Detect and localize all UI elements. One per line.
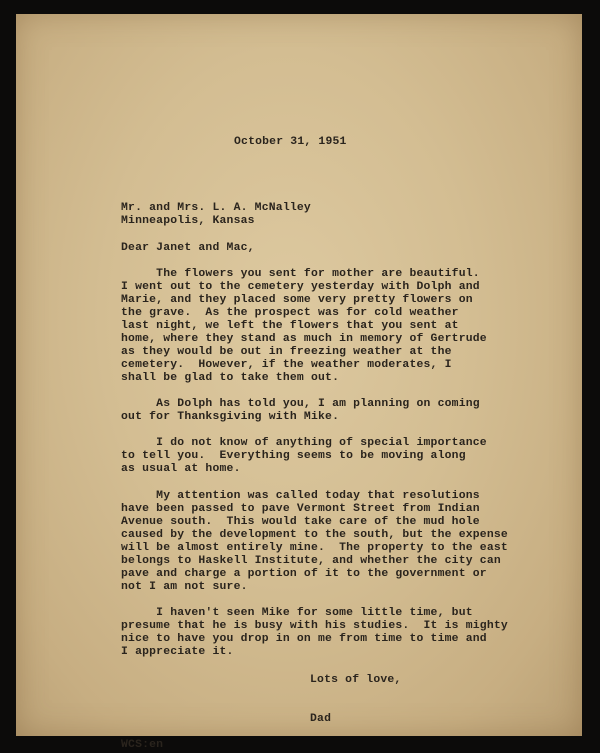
recipient-line-1: Mr. and Mrs. L. A. McNalley — [121, 202, 311, 214]
paragraph-5-line-3: nice to have you drop in on me from time to time and — [121, 633, 487, 645]
paragraph-4-line-3: Avenue south. This would take care of the mud hole — [121, 516, 480, 528]
paragraph-3-line-3: as usual at home. — [121, 463, 241, 475]
paragraph-1-line-2: I went out to the cemetery yesterday with Dolph and — [121, 281, 480, 293]
paragraph-5-line-4: I appreciate it. — [121, 646, 234, 658]
paragraph-3-line-1: I do not know of anything of special importance — [121, 437, 487, 449]
paragraph-4-line-4: caused by the development to the south, but the expense — [121, 529, 508, 541]
letter-date: October 31, 1951 — [234, 136, 347, 148]
paragraph-4-line-7: pave and charge a portion of it to the government or — [121, 568, 487, 580]
paragraph-1-line-4: the grave. As the prospect was for cold weather — [121, 307, 459, 319]
paragraph-1-line-9: shall be glad to take them out. — [121, 372, 340, 384]
paragraph-1-line-3: Marie, and they placed some very pretty flowers on — [121, 294, 473, 306]
paragraph-4-line-1: My attention was called today that resolutions — [121, 490, 480, 502]
paragraph-1-line-6: home, where they stand as much in memory of Gertrude — [121, 333, 487, 345]
paragraph-3-line-2: to tell you. Everything seems to be moving along — [121, 450, 466, 462]
paragraph-2-line-1: As Dolph has told you, I am planning on coming — [121, 398, 480, 410]
paragraph-1-line-7: as they would be out in freezing weather at the — [121, 346, 452, 358]
salutation: Dear Janet and Mac, — [121, 242, 255, 254]
paragraph-1-line-5: last night, we left the flowers that you sent at — [121, 320, 459, 332]
paragraph-4-line-6: belongs to Haskell Institute, and whether the city can — [121, 555, 501, 567]
paragraph-4-line-2: have been passed to pave Vermont Street from Indian — [121, 503, 480, 515]
signature: Dad — [310, 713, 332, 725]
paragraph-4-line-8: not I am not sure. — [121, 581, 248, 593]
paragraph-1-line-1: The flowers you sent for mother are beautiful. — [121, 268, 480, 280]
paragraph-4-line-5: will be almost entirely mine. The property to the east — [121, 542, 508, 554]
typist-initials: WCS:en — [121, 739, 164, 751]
paragraph-5-line-2: presume that he is busy with his studies. It is mighty — [121, 620, 508, 632]
paragraph-5-line-1: I haven't seen Mike for some little time, but — [121, 607, 473, 619]
letter-page — [16, 14, 582, 751]
recipient-line-2: Minneapolis, Kansas — [121, 215, 255, 227]
closing: Lots of love, — [310, 674, 402, 686]
paragraph-2-line-2: out for Thanksgiving with Mike. — [121, 411, 340, 423]
paragraph-1-line-8: cemetery. However, if the weather moderates, I — [121, 359, 452, 371]
